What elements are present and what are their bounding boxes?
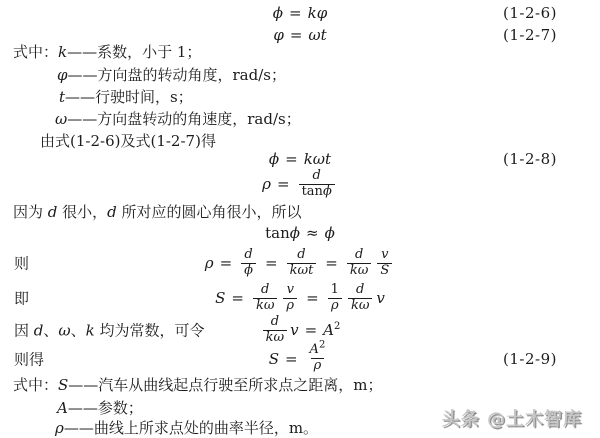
dash: —— xyxy=(68,376,99,394)
derive-text: 由式(1-2-6)及式(1-2-7)得 xyxy=(40,132,216,150)
equals-sign: = xyxy=(289,4,302,22)
fraction xyxy=(287,248,317,279)
since-text: 、 xyxy=(43,321,59,340)
fraction-denominator: ρ xyxy=(328,298,342,314)
fraction-denominator: kω xyxy=(347,263,371,279)
exponent-2: 2 xyxy=(318,339,326,351)
fraction-numerator: 1 xyxy=(330,281,339,297)
watermark: 头条 @土木智库 xyxy=(441,409,582,430)
fraction-numerator: d xyxy=(244,246,253,262)
equation-phi-kphi xyxy=(273,4,327,22)
equals-sign: = xyxy=(325,254,338,272)
var-v: v xyxy=(290,321,299,339)
equation-s-chain xyxy=(215,283,385,314)
exponent-2: 2 xyxy=(334,321,341,332)
equation-rho-d-over-tanphi xyxy=(262,169,338,200)
that-is-row xyxy=(0,279,600,317)
fraction-numerator: d xyxy=(297,246,306,262)
fraction xyxy=(299,169,335,200)
fraction-denominator: ρ xyxy=(283,298,297,314)
where2-line-rho xyxy=(55,417,318,438)
equals-sign: = xyxy=(265,254,278,272)
var-phi: ϕ xyxy=(289,224,301,242)
where1-line-phi xyxy=(57,64,286,85)
dash: —— xyxy=(63,419,94,437)
fraction-denominator: kω xyxy=(348,298,372,314)
desc-rho: 曲线上所求点处的曲率半径，m。 xyxy=(93,419,319,437)
var-a: A xyxy=(309,342,319,358)
since-text: 因 xyxy=(14,321,34,340)
where1-line-k xyxy=(13,41,201,62)
tan-function: tan xyxy=(265,224,290,242)
where-prefix: 式中： xyxy=(13,43,59,61)
fraction-denominator xyxy=(299,184,335,200)
eq-rhs: kωt xyxy=(303,150,332,168)
fraction-denominator: kωt xyxy=(287,263,317,279)
a-squared xyxy=(323,321,340,339)
var-phi: φ xyxy=(57,66,68,84)
since-label xyxy=(14,320,205,341)
var-d: d xyxy=(33,321,44,340)
fraction-numerator xyxy=(307,339,329,358)
fraction xyxy=(253,283,277,314)
var-t: t xyxy=(59,88,66,106)
dash: —— xyxy=(67,399,98,417)
because-text: 所对应的圆心角很小，所以 xyxy=(116,203,302,221)
since-text: 均为常数，可令 xyxy=(94,321,205,340)
eq-rhs: kφ xyxy=(307,4,328,22)
fraction xyxy=(307,339,329,374)
fraction xyxy=(328,283,342,314)
eq-lhs: S xyxy=(268,349,279,368)
var-a: A xyxy=(57,399,68,417)
var-omega: ω xyxy=(58,321,71,340)
equation-rho-tan-row xyxy=(0,166,600,202)
equals-sign: = xyxy=(285,150,298,168)
var-phi: ϕ xyxy=(324,224,335,242)
because-text: 很小， xyxy=(57,203,108,221)
equation-s-a2-rho xyxy=(268,339,332,374)
desc-omega: 方向盘转动的角速度，rad/s； xyxy=(97,110,301,128)
eq-rhs: ωt xyxy=(308,26,327,44)
equation-number-1-2-8: (1-2-8) xyxy=(503,150,557,168)
eq-lhs: ρ xyxy=(262,175,271,193)
var-s: S xyxy=(58,376,69,394)
approx-sign: ≈ xyxy=(306,224,319,242)
desc-k: 系数，小于 1； xyxy=(97,43,202,61)
var-d: d xyxy=(47,203,58,221)
desc-t: 行驶时间，s； xyxy=(95,88,193,106)
fraction xyxy=(377,248,392,279)
fraction-numerator: d xyxy=(270,313,280,329)
dash: —— xyxy=(67,66,98,84)
where2-line-s xyxy=(13,374,383,395)
fraction-numerator: d xyxy=(354,246,364,262)
fraction-denominator: S xyxy=(377,263,392,279)
desc-s: 汽车从曲线起点行驶至所求点之距离，m； xyxy=(98,376,383,394)
since-text: 、 xyxy=(70,321,86,340)
equation-rho-chain xyxy=(205,248,396,279)
equation-1-2-6-row xyxy=(0,2,600,24)
dash: —— xyxy=(67,43,98,61)
equation-number-1-2-7: (1-2-7) xyxy=(503,26,557,44)
where2-line-a xyxy=(57,397,143,418)
then-row xyxy=(0,244,600,282)
fraction-numerator: d xyxy=(312,167,321,183)
var-rho: ρ xyxy=(55,419,64,437)
var-v: v xyxy=(376,289,385,307)
then-label: 则 xyxy=(14,254,30,273)
where-prefix: 式中： xyxy=(13,376,59,394)
equals-sign: = xyxy=(284,349,298,368)
where1-line-omega xyxy=(55,108,301,129)
var-k: k xyxy=(85,321,95,340)
equation-number-1-2-9: (1-2-9) xyxy=(503,349,557,368)
fraction xyxy=(348,283,372,314)
var-phi: ϕ xyxy=(322,183,332,199)
var-d: d xyxy=(107,203,117,221)
equals-sign: = xyxy=(306,289,319,307)
where1-line-t xyxy=(59,86,193,107)
eq-lhs: ρ xyxy=(204,254,214,272)
we-get-label: 则得 xyxy=(14,350,45,368)
fraction-numerator: v xyxy=(381,246,389,262)
eq-lhs: φ xyxy=(273,26,284,44)
eq-lhs: ϕ xyxy=(272,4,284,22)
equals-sign: = xyxy=(219,254,233,272)
equation-tanphi-approx-phi xyxy=(265,224,335,242)
fraction xyxy=(283,283,297,314)
equation-number-1-2-6: (1-2-6) xyxy=(503,4,557,22)
fraction-denominator: ρ xyxy=(311,358,325,374)
eq-lhs: ϕ xyxy=(268,150,280,168)
fraction xyxy=(241,248,256,279)
fraction-denominator: kω xyxy=(263,330,287,346)
desc-a: 参数； xyxy=(97,399,143,417)
var-a: A xyxy=(323,321,334,339)
equals-sign: = xyxy=(289,26,303,44)
fraction-numerator: v xyxy=(286,281,294,297)
eq-lhs: S xyxy=(215,289,226,307)
that-is-label: 即 xyxy=(14,289,30,308)
desc-phi: 方向盘的转动角度，rad/s； xyxy=(97,66,286,84)
fraction xyxy=(347,248,371,279)
tan-function: tan xyxy=(301,183,323,199)
dash: —— xyxy=(65,88,96,106)
fraction-denominator: kω xyxy=(253,298,277,314)
equation-phi-omega-t xyxy=(273,26,326,44)
fraction-numerator: d xyxy=(261,281,270,297)
because-text: 因为 xyxy=(13,203,48,221)
equals-sign: = xyxy=(231,289,244,307)
equals-sign: = xyxy=(277,175,290,193)
because-sentence xyxy=(13,201,302,222)
equation-1-2-9-row xyxy=(0,340,600,377)
var-omega: ω xyxy=(55,110,68,128)
dash: —— xyxy=(67,110,98,128)
var-k: k xyxy=(58,43,68,61)
equals-sign: = xyxy=(304,321,318,339)
fraction-denominator: ϕ xyxy=(241,263,256,279)
fraction-numerator: d xyxy=(356,281,365,297)
equation-tan-approx-row xyxy=(0,222,600,244)
